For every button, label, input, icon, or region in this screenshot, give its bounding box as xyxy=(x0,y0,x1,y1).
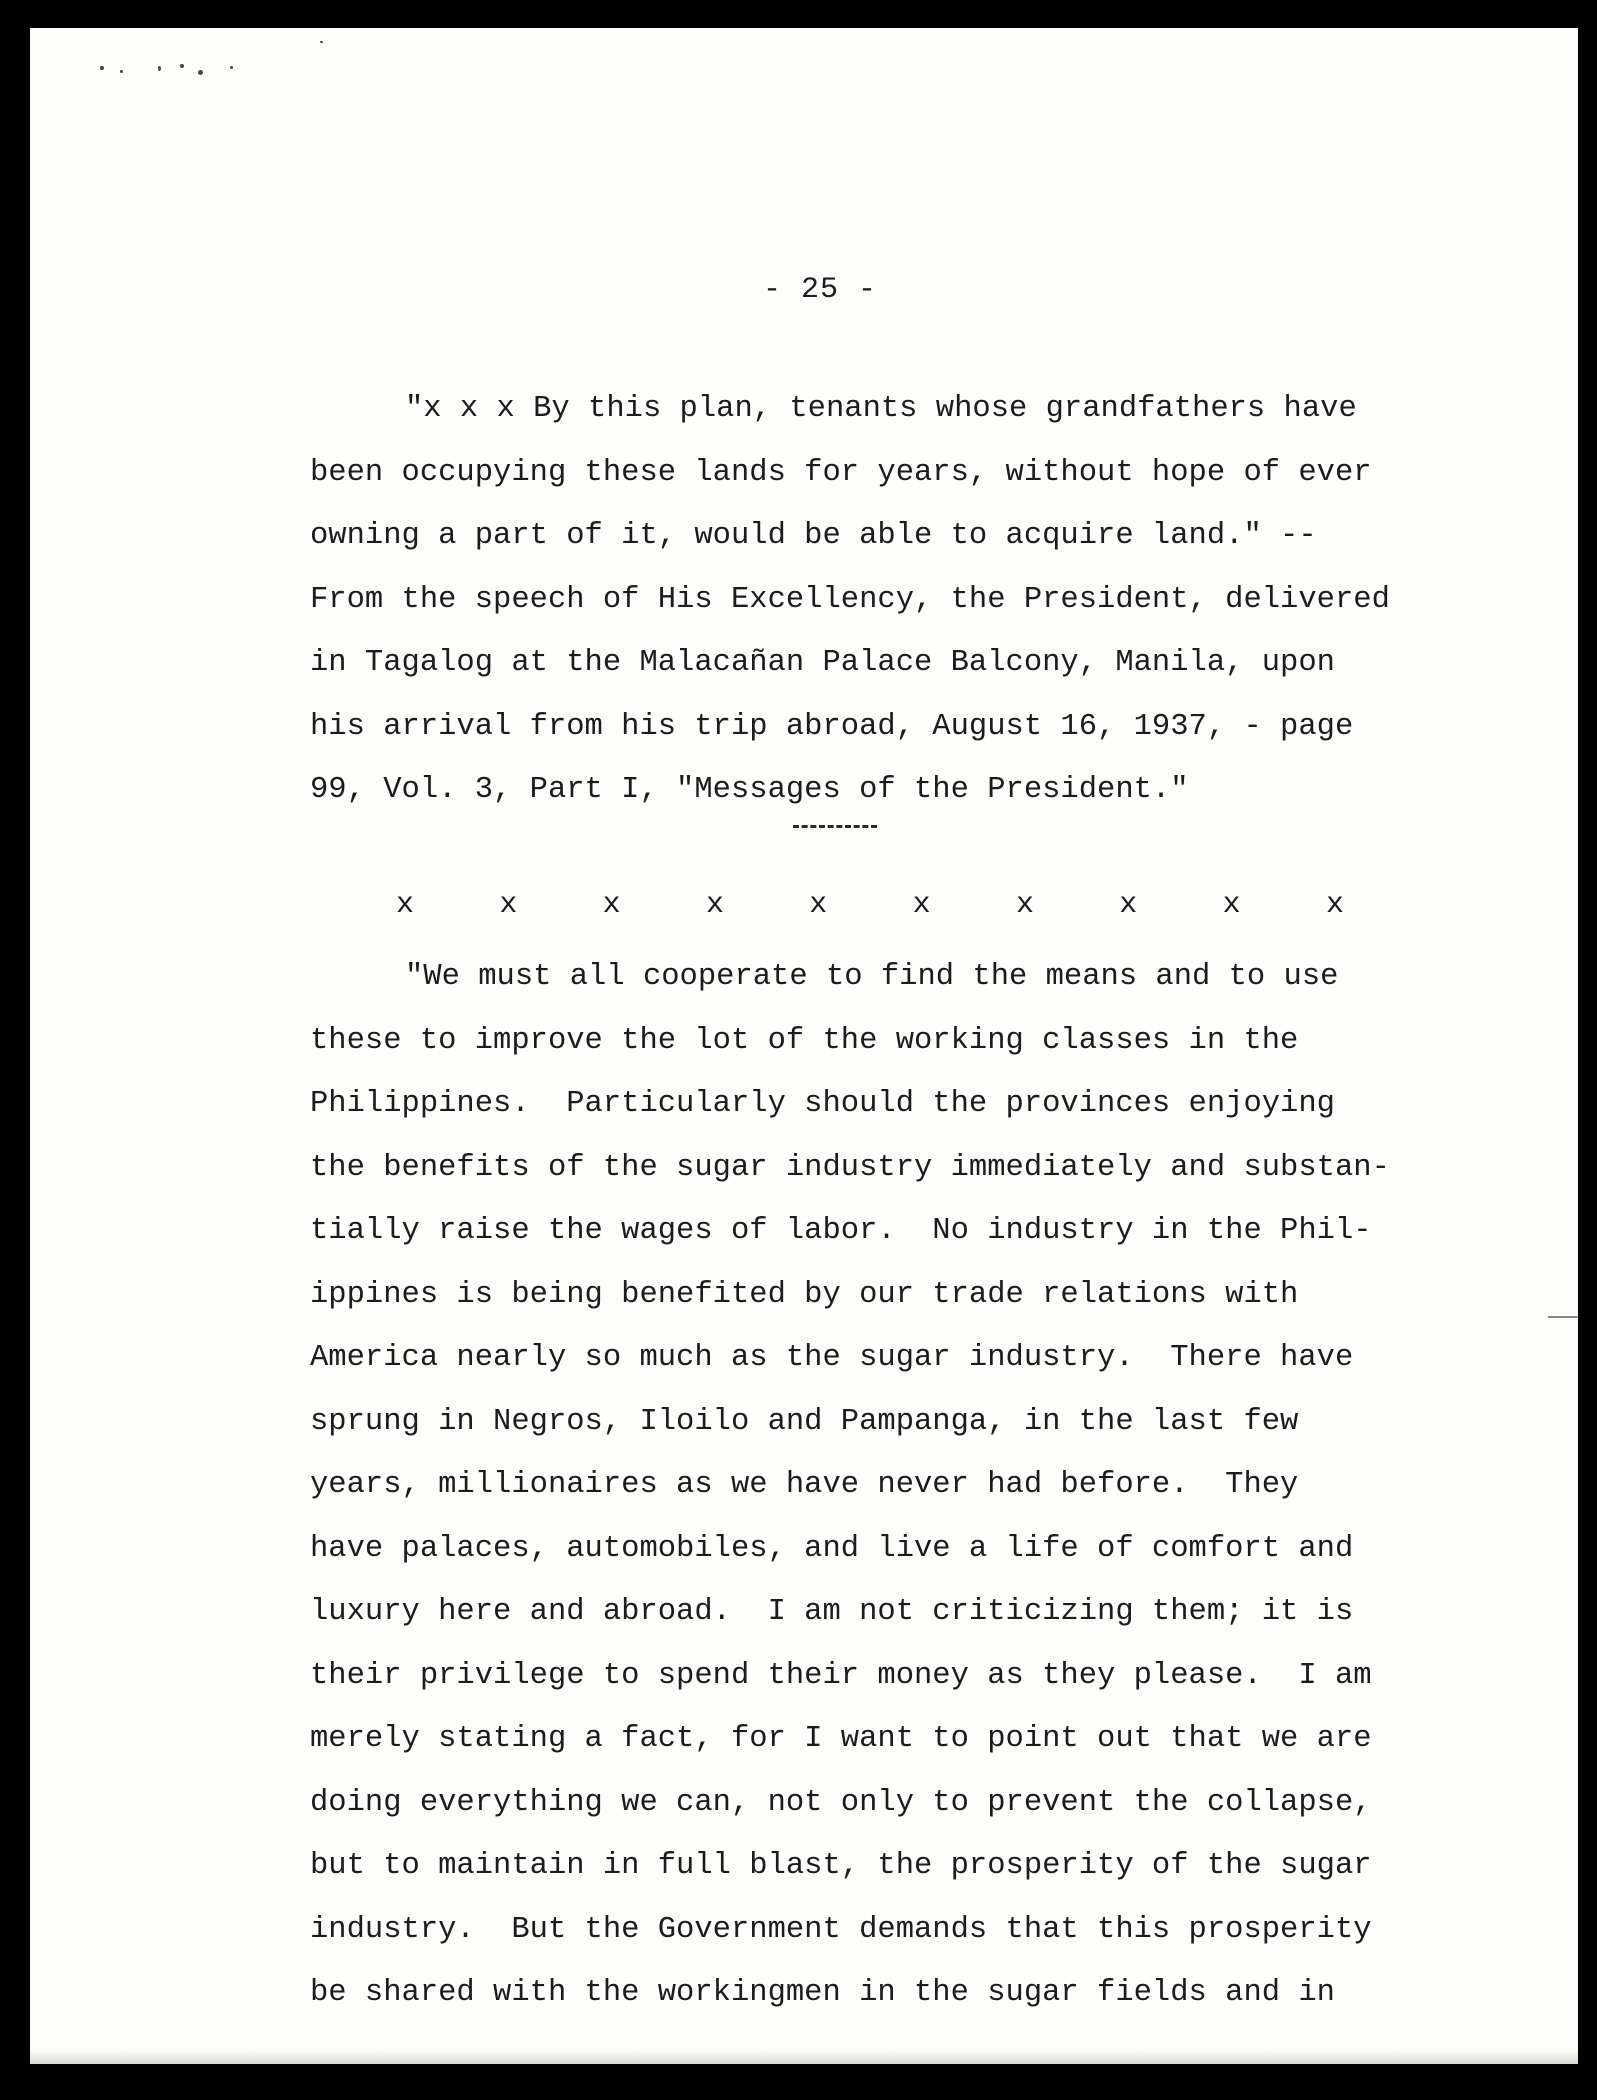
quote-two-line: doing everything we can, not only to prevent the collapse, xyxy=(310,1785,1372,1820)
quote-one-line: in Tagalog at the Malacañan Palace Balcony, Manila, upon xyxy=(310,646,1335,680)
quote-two-line: ippines is being benefited by our trade relations with xyxy=(310,1277,1299,1312)
quote-two-line: but to maintain in full blast, the prosperity of the sugar xyxy=(310,1849,1372,1883)
quote-one-line: been occupying these lands for years, without hope of ever xyxy=(310,455,1372,490)
x-mark: x xyxy=(395,888,414,922)
scan-speck xyxy=(320,41,323,43)
quote-two-line: industry. But the Government demands that this prosperity xyxy=(310,1912,1372,1947)
x-mark: x xyxy=(809,888,828,922)
scan-speck xyxy=(230,66,233,69)
x-mark: x xyxy=(705,888,724,922)
document-page xyxy=(30,28,1578,2064)
quote-two-line: America nearly so much as the sugar industry. There have xyxy=(310,1341,1354,1375)
quote-two-line: sprung in Negros, Iloilo and Pampanga, in the last few xyxy=(310,1404,1299,1439)
scan-speck xyxy=(120,70,123,73)
scan-speck xyxy=(198,70,203,75)
quote-one-line: 99, Vol. 3, Part I, "Messages of the President." xyxy=(310,773,1189,807)
dashed-divider xyxy=(793,825,877,828)
x-mark: x xyxy=(1325,888,1344,922)
quote-two-line: years, millionaires as we have never had before. They xyxy=(310,1468,1299,1502)
quote-two-line: the benefits of the sugar industry immediately and substan- xyxy=(310,1150,1390,1185)
x-mark: x xyxy=(499,888,518,922)
scan-bottom-edge xyxy=(30,2050,1578,2064)
quote-two-line: be shared with the workingmen in the sugar fields and in xyxy=(310,1976,1335,2010)
quote-one-line: owning a part of it, would be able to acquire land." -- xyxy=(310,519,1317,553)
quote-two-line: have palaces, automobiles, and live a life of comfort and xyxy=(310,1531,1354,1566)
x-mark: x xyxy=(1119,888,1138,922)
quote-one-line: From the speech of His Excellency, the President, delivered xyxy=(310,582,1390,617)
quote-one xyxy=(310,378,1490,823)
scan-speck xyxy=(100,66,104,70)
quote-two-line: "We must all cooperate to find the means and to use xyxy=(405,960,1339,994)
scan-speck xyxy=(158,66,161,71)
scan-speck xyxy=(180,64,184,68)
x-mark: x xyxy=(1222,888,1241,922)
page-number: - 25 - xyxy=(762,273,878,307)
x-mark: x xyxy=(912,888,931,922)
quote-one-line: his arrival from his trip abroad, August 16, 1937, - page xyxy=(310,709,1354,744)
quote-two-line: tially raise the wages of labor. No industry in the Phil- xyxy=(310,1214,1372,1248)
quote-two-line: luxury here and abroad. I am not criticizing them; it is xyxy=(310,1595,1354,1629)
quote-two-line: their privilege to spend their money as they please. I am xyxy=(310,1658,1372,1693)
quote-two-line: merely stating a fact, for I want to point out that we are xyxy=(310,1722,1372,1756)
x-mark-separator xyxy=(390,888,1350,922)
quote-two-line: these to improve the lot of the working classes in the xyxy=(310,1023,1299,1058)
quote-two-line: Philippines. Particularly should the provinces enjoying xyxy=(310,1087,1335,1121)
x-mark: x xyxy=(1015,888,1034,922)
quote-one-line: "x x x By this plan, tenants whose grandfathers have xyxy=(405,392,1357,426)
scan-edge-mark xyxy=(1548,1316,1578,1318)
quote-two xyxy=(310,946,1490,2026)
x-mark: x xyxy=(602,888,621,922)
